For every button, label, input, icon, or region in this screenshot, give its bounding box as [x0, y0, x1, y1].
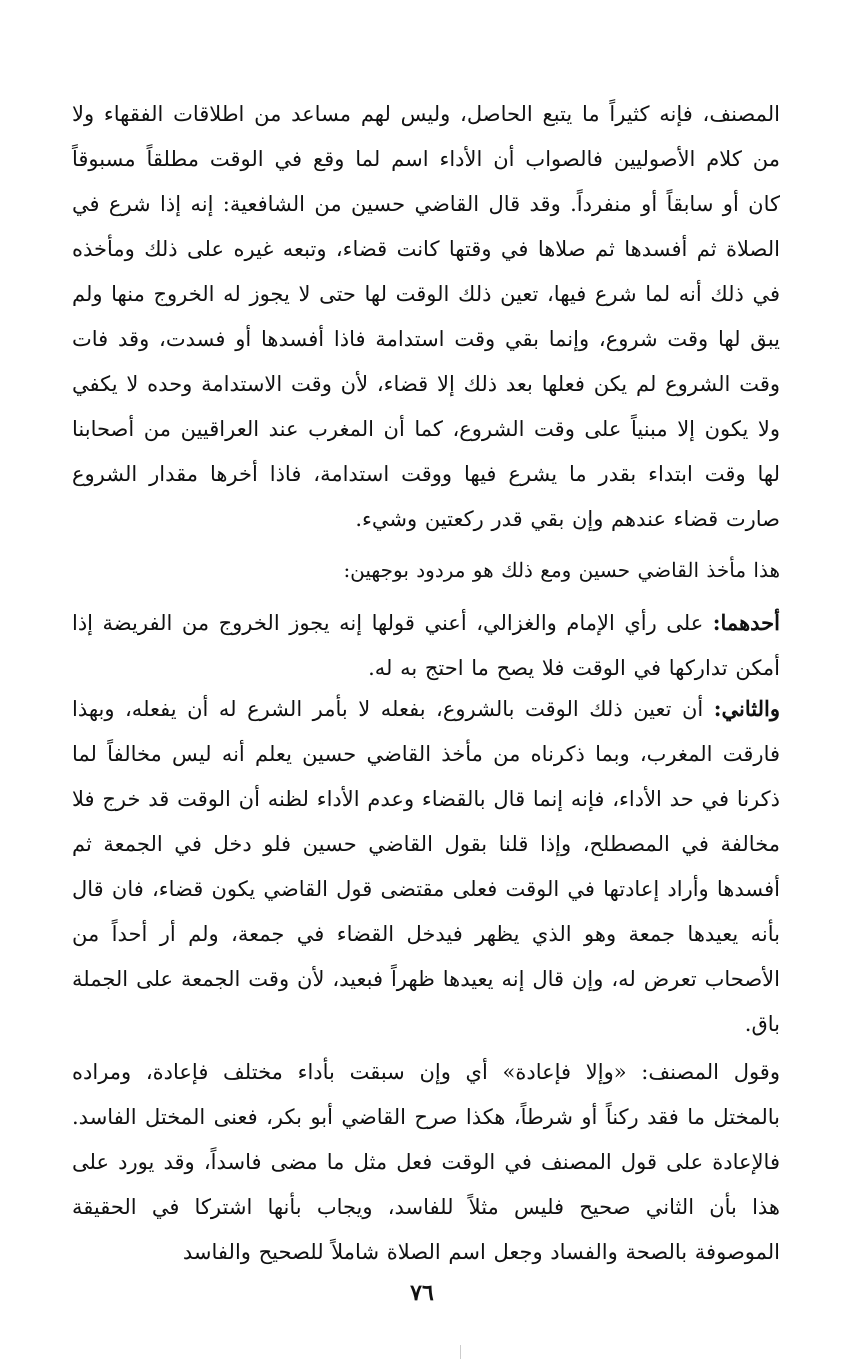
page-number: ٧٦ [410, 1280, 434, 1306]
paragraph-opening: المصنف، فإنه كثيراً ما يتبع الحاصل، وليس لهم مساعد من اطلاقات الفقهاء ولا من كلام الأصوليين فالصواب أن الأداء اسم لما وقع في الوقت مطلقاً مسبوقاً كان أو سابقاً أو منفرداً. وقد قال القاضي حسين من الشافعية: إنه إذا شرع في الصلاة ثم أفسدها ثم صلاها في وقتها كانت قضاء، وتبعه غيره على ذلك ومأخذه في ذلك أنه لما شرع فيها، تعين ذلك الوقت لها حتى لا يجوز له الخروج منها ولم يبق لها وقت شروع، وإنما بقي وقت استدامة فاذا أفسدها أو فسدت، وقد فات وقت الشروع لم يكن فعلها بعد ذلك إلا قضاء، لأن وقت الاستدامة وحده لا يكفي ولا يكون إلا مبنياً على وقت الشروع، كما أن المغرب عند العراقيين من أصحابنا لها وقت ابتداء بقدر ما يشرع فيها ووقت استدامة، فاذا أخرها مقدار الشروع صارت قضاء عندهم وإن بقي قدر ركعتين وشيء. [72, 102, 780, 531]
first-objection-text: على رأي الإمام والغزالي، أعني قولها إنه يجوز الخروج من الفريضة إذا أمكن تداركها في الوقت فلا يصح ما احتج به له. [72, 611, 780, 680]
paragraph-author-statement: وقول المصنف: «وإلا فإعادة» أي وإن سبقت بأداء مختلف فإعادة، ومراده بالمختل ما فقد ركناً أو شرطاً، هكذا صرح القاضي أبو بكر، فعنى المختل الفاسد. فالإعادة على قول المصنف في الوقت فعل مثل ما مضى فاسداً، وقد يورد على هذا بأن الثاني صحيح فليس مثلاً للفاسد، ويجاب بأنها اشتركا في الحقيقة الموصوفة بالصحة والفساد وجعل اسم الصلاة شاملاً للصحيح والفاسد [72, 1060, 780, 1264]
term-first: أحدهما: [712, 610, 780, 635]
term-second: والثاني: [713, 696, 780, 721]
second-objection-text: أن تعين ذلك الوقت بالشروع، بفعله لا بأمر الشرع له أن يفعله، وبهذا فارقت المغرب، وبما ذكرناه من مأخذ القاضي حسين يعلم أنه ليس مخالفاً لما ذكرنا في حد الأداء، فإنه إنما قال بالقضاء وعدم الأداء لظنه أن الوقت قد خرج فلا مخالفة في المصطلح، وإذا قلنا بقول القاضي حسين فلو دخل في الجمعة ثم أفسدها وأراد إعادتها في الوقت فعلى مقتضى قول القاضي يكون قضاء، فان قال بأنه يعيدها جمعة وهو الذي يظهر فيدخل القضاء في جمعة، ولم أر أحداً من الأصحاب تعرض له، وإن قال إنه يعيدها ظهراً فبعيد، لأن وقت الجمعة على الجملة باق. [72, 697, 780, 1036]
paragraph-first-objection [72, 600, 780, 691]
paragraph-second-objection [72, 686, 780, 1047]
scan-artifact-line [460, 1345, 461, 1359]
paragraph-intro-two-objections: هذا مأخذ القاضي حسين ومع ذلك هو مردود بوجهين: [343, 558, 780, 582]
